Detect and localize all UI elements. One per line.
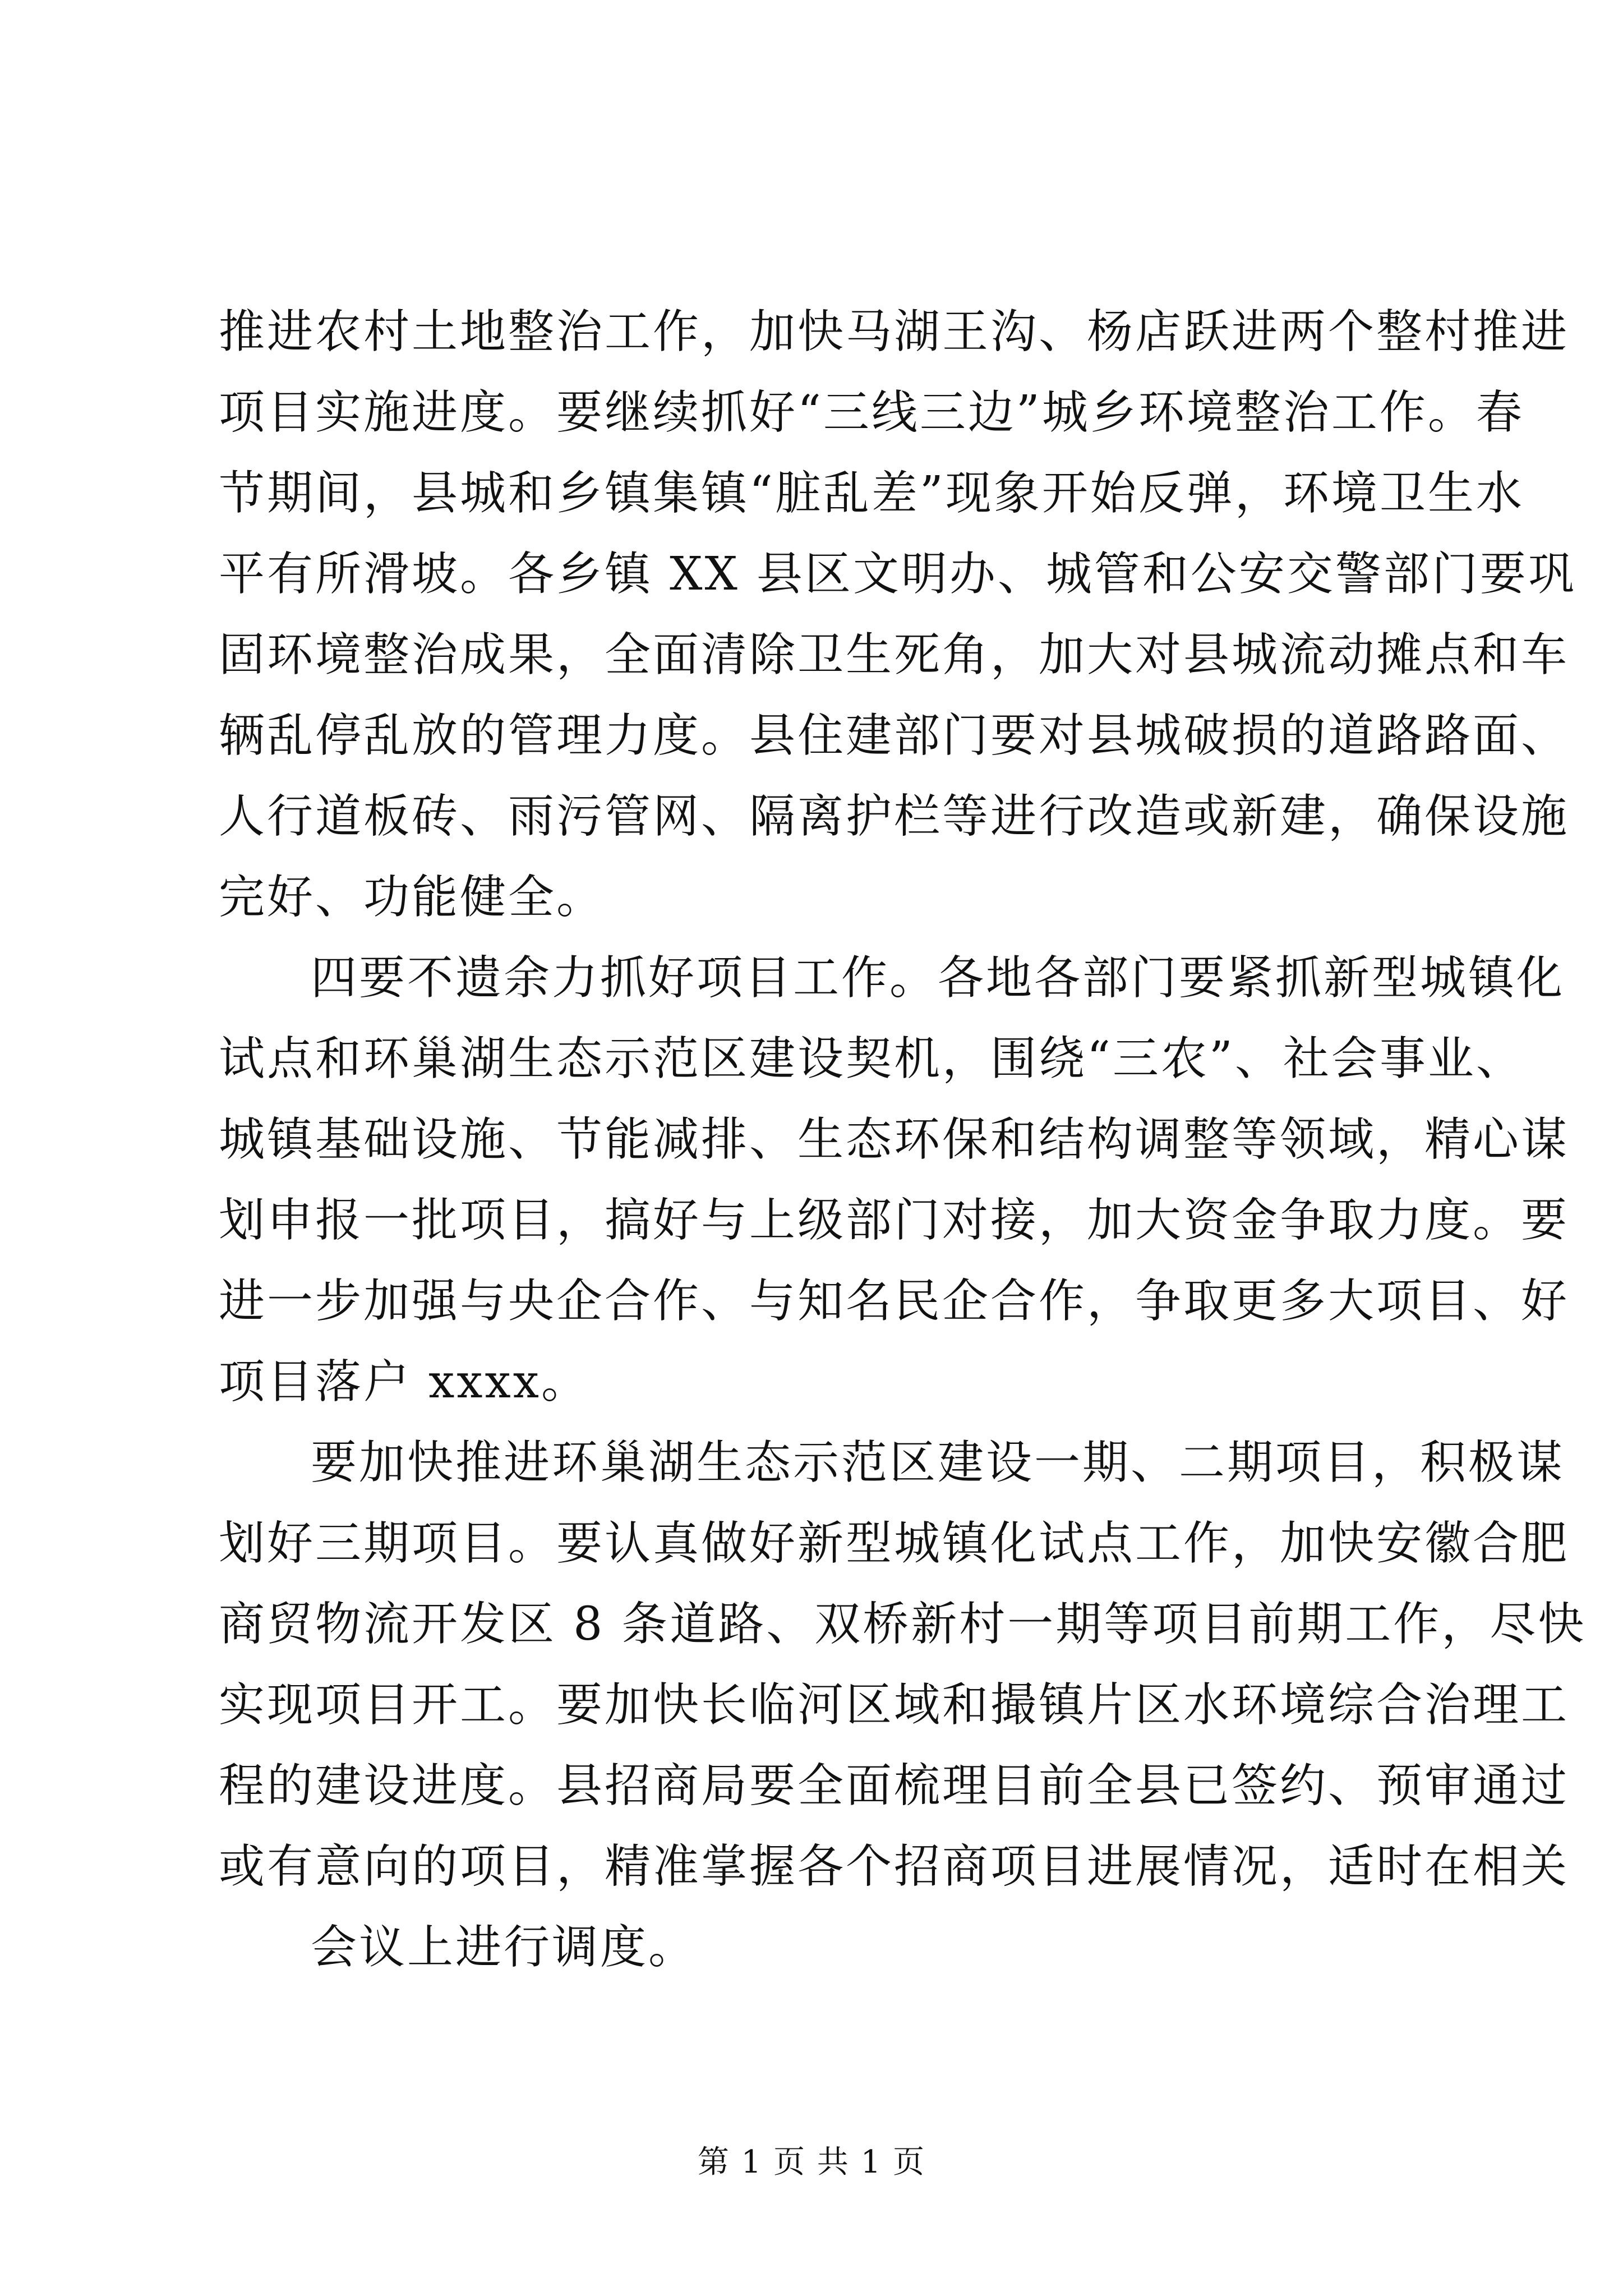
text-line: 人行道板砖、雨污管网、隔离护栏等进行改造或新建，确保设施 <box>219 790 1570 843</box>
text-line: 城镇基础设施、节能减排、生态环保和结构调整等领域，精心谋 <box>219 1113 1570 1166</box>
text-line: 划好三期项目。要认真做好新型城镇化试点工作，加快安徽合肥 <box>219 1517 1570 1570</box>
text-line: 推进农村土地整治工作，加快马湖王沟、杨店跃进两个整村推进 <box>219 305 1570 358</box>
text-line: 划申报一批项目，搞好与上级部门对接，加大资金争取力度。要 <box>219 1194 1570 1247</box>
page-footer: 第 1 页 共 1 页 <box>697 2144 926 2180</box>
text-line: 程的建设进度。县招商局要全面梳理目前全县已签约、预审通过 <box>219 1759 1570 1812</box>
text-line: 完好、功能健全。 <box>219 871 605 924</box>
text-line: 商贸物流开发区 8 条道路、双桥新村一期等项目前期工作，尽快 <box>219 1598 1587 1651</box>
text-line: 会议上进行调度。 <box>311 1921 697 1974</box>
text-line: 固环境整治成果，全面清除卫生死角，加大对县城流动摊点和车 <box>219 628 1570 682</box>
text-line: 项目实施进度。要继续抓好“三线三边”城乡环境整治工作。春 <box>219 386 1524 439</box>
text-line: 要加快推进环巢湖生态示范区建设一期、二期项目，积极谋 <box>311 1436 1565 1489</box>
text-line: 或有意向的项目，精准掌握各个招商项目进展情况，适时在相关 <box>219 1840 1570 1893</box>
text-line: 试点和环巢湖生态示范区建设契机，围绕“三农”、社会事业、 <box>219 1032 1524 1085</box>
text-line: 辆乱停乱放的管理力度。县住建部门要对县城破损的道路路面、 <box>219 709 1570 762</box>
text-line: 四要不遗余力抓好项目工作。各地各部门要紧抓新型城镇化 <box>311 951 1565 1005</box>
document-body <box>219 292 1587 1988</box>
text-line: 项目落户 xxxx。 <box>219 1355 590 1409</box>
text-line: 进一步加强与央企合作、与知名民企合作，争取更多大项目、好 <box>219 1274 1570 1328</box>
text-line: 实现项目开工。要加快长临河区域和撮镇片区水环境综合治理工 <box>219 1678 1570 1732</box>
text-line: 节期间，县城和乡镇集镇“脏乱差”现象开始反弹，环境卫生水 <box>219 467 1524 520</box>
text-line: 平有所滑坡。各乡镇 XX 县区文明办、城管和公安交警部门要巩 <box>219 547 1576 601</box>
